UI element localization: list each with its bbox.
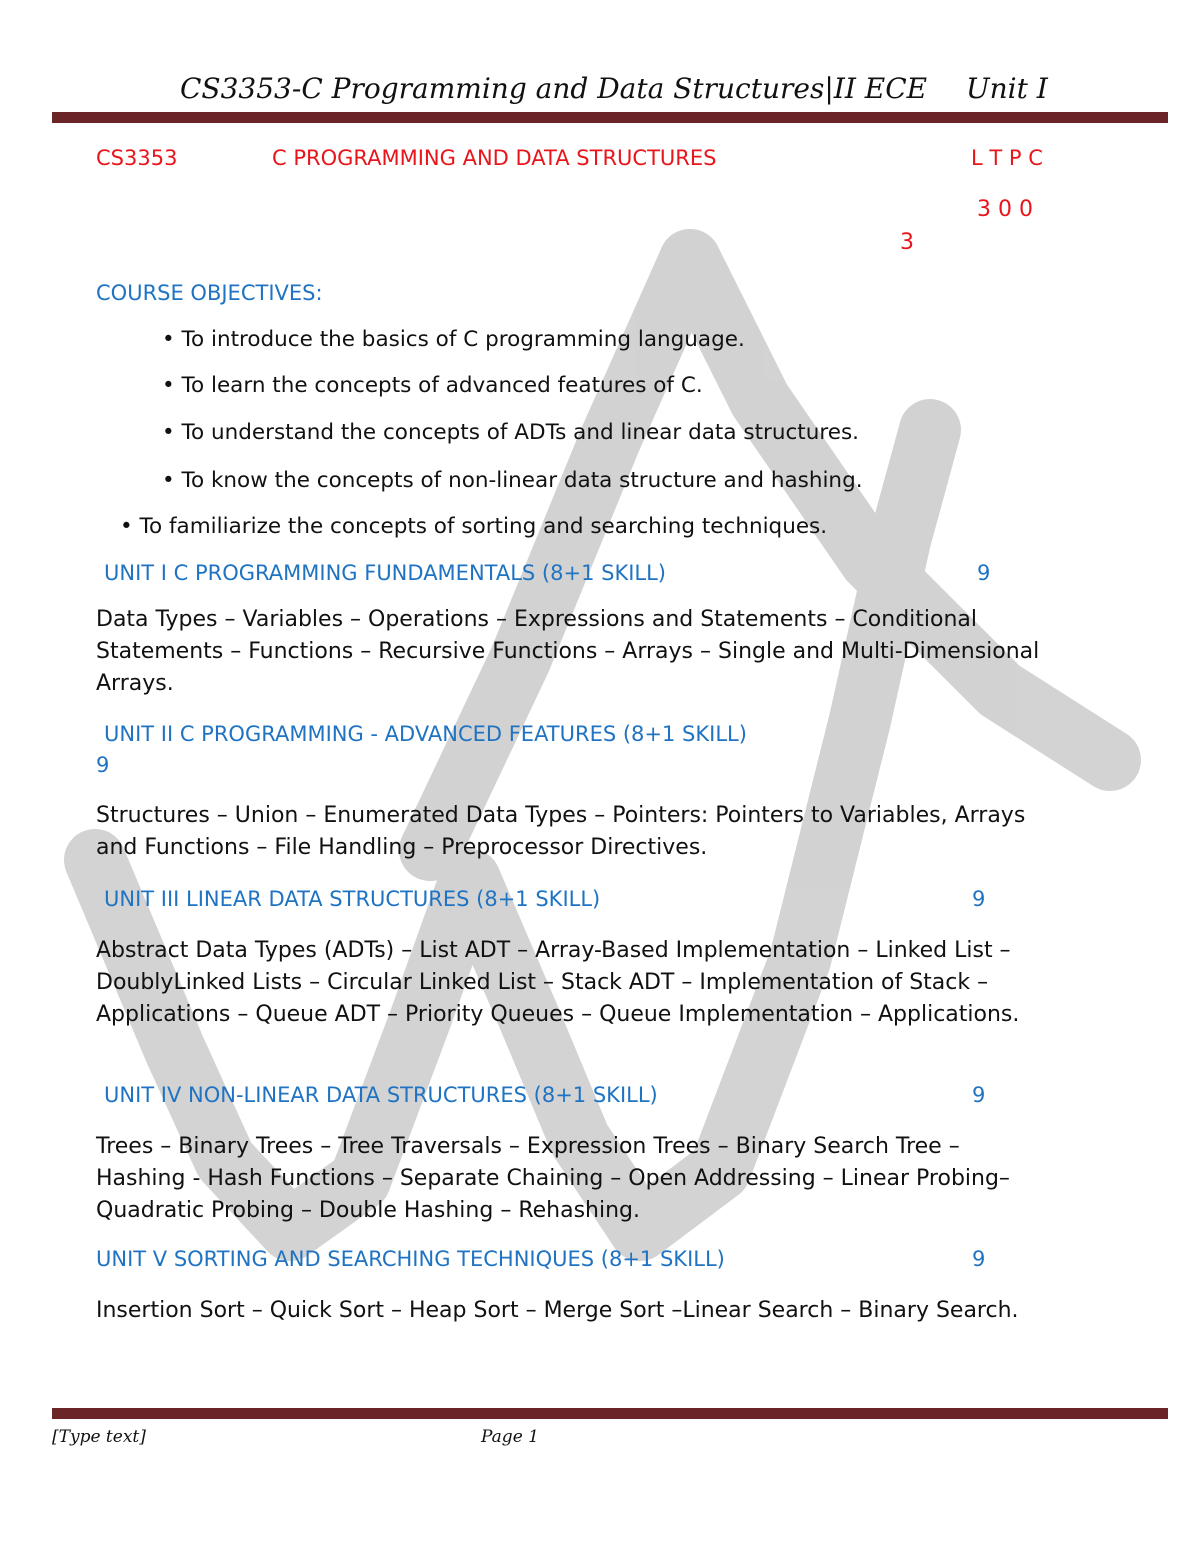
unit-heading: UNIT I C PROGRAMMING FUNDAMENTALS (8+1 SKILL) xyxy=(104,561,666,585)
header-rule xyxy=(52,112,1168,123)
page-number: Page 1 xyxy=(481,1427,539,1447)
unit-hours: 9 xyxy=(972,1247,986,1271)
ltpc-values: 3 0 0 xyxy=(977,197,1033,222)
unit-heading: UNIT V SORTING AND SEARCHING TECHNIQUES (8+1 SKILL) xyxy=(96,1247,725,1271)
unit-heading: UNIT III LINEAR DATA STRUCTURES (8+1 SKILL) xyxy=(104,887,601,911)
header-unit: Unit I xyxy=(966,72,1048,105)
unit-hours: 9 xyxy=(972,1083,986,1107)
header-title: CS3353-C Programming and Data Structures|II ECE xyxy=(180,72,928,105)
objective-item: • To learn the concepts of advanced features of C. xyxy=(162,373,703,398)
unit-body: Abstract Data Types (ADTs) – List ADT – Array-Based Implementation – Linked List – DoublyLinked Lists – Circular Linked List – Stack ADT – Implementation of Stack – Applications – Queue ADT – Priority Queues – Queue Implementation – Applications. xyxy=(96,938,1020,1027)
unit-hours: 9 xyxy=(977,561,991,585)
footer-rule xyxy=(52,1408,1168,1419)
unit-hours: 9 xyxy=(972,887,986,911)
unit-body: Insertion Sort – Quick Sort – Heap Sort – Merge Sort –Linear Search – Binary Search. xyxy=(96,1298,1019,1323)
unit-heading: UNIT IV NON-LINEAR DATA STRUCTURES (8+1 SKILL) xyxy=(104,1083,658,1107)
ltpc-label: L T P C xyxy=(971,146,1043,170)
unit-hours: 9 xyxy=(96,753,110,777)
objective-item: • To know the concepts of non-linear data structure and hashing. xyxy=(162,468,863,493)
unit-body: Structures – Union – Enumerated Data Types – Pointers: Pointers to Variables, Arrays and Functions – File Handling – Preprocessor Directives. xyxy=(96,803,1026,860)
course-name: C PROGRAMMING AND DATA STRUCTURES xyxy=(272,146,717,170)
objective-item: • To introduce the basics of C programming language. xyxy=(162,327,745,352)
unit-heading: UNIT II C PROGRAMMING - ADVANCED FEATURES (8+1 SKILL) xyxy=(104,722,747,746)
objective-item: • To familiarize the concepts of sorting and searching techniques. xyxy=(120,514,828,539)
objectives-heading: COURSE OBJECTIVES: xyxy=(96,281,323,305)
course-code: CS3353 xyxy=(96,146,178,170)
unit-body: Data Types – Variables – Operations – Expressions and Statements – Conditional Statements – Functions – Recursive Functions – Arrays – Single and Multi-Dimensional Arrays. xyxy=(96,607,1040,696)
ltpc-credit: 3 xyxy=(900,230,914,255)
unit-body: Trees – Binary Trees – Tree Traversals – Expression Trees – Binary Search Tree – Hashing - Hash Functions – Separate Chaining – Open Addressing – Linear Probing– Quadratic Probing – Double Hashing – Rehashing. xyxy=(96,1134,1010,1223)
footer-placeholder-text: [Type text] xyxy=(52,1427,146,1447)
objective-item: • To understand the concepts of ADTs and linear data structures. xyxy=(162,420,859,445)
